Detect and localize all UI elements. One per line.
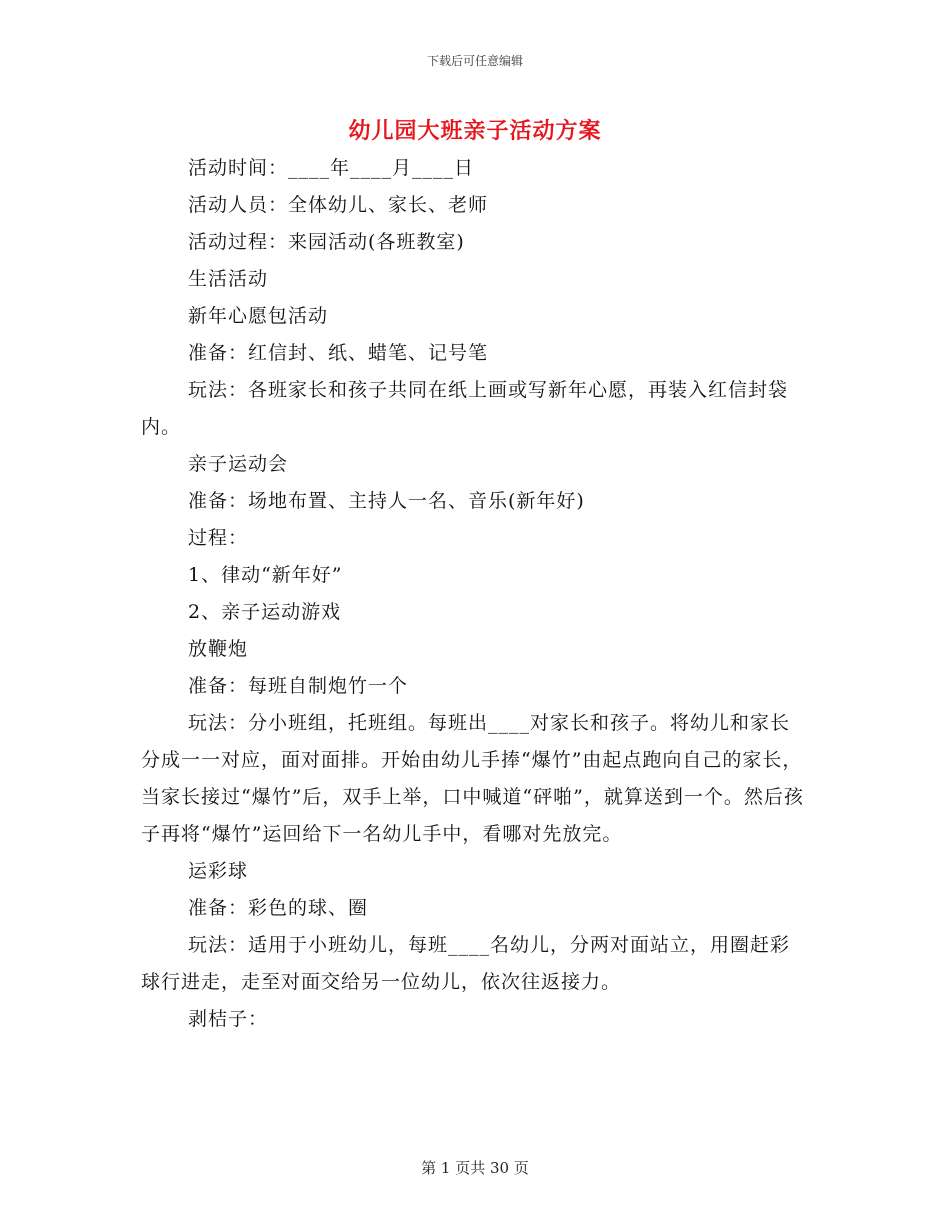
paragraph-wish-bag-rules: 玩法：各班家长和孩子共同在纸上画或写新年心愿，再装入红信封袋内。: [141, 379, 789, 438]
paragraph-step-2: 2、亲子运动游戏: [188, 601, 342, 623]
paragraph-color-ball-rules: 玩法：适用于小班幼儿，每班____名幼儿，分两对面站立，用圈赶彩球行进走，走至对面交给另一位幼儿，依次往返接力。: [141, 934, 791, 993]
document-title: 幼儿园大班亲子活动方案: [348, 118, 602, 144]
paragraph-step-1: 1、律动“新年好”: [188, 564, 343, 586]
paragraph-wish-bag-prep: 准备：红信封、纸、蜡笔、记号笔: [188, 342, 489, 364]
paragraph-participants: 活动人员：全体幼儿、家长、老师: [188, 194, 489, 216]
paragraph-firecracker-heading: 放鞭炮: [188, 638, 249, 660]
page-number: 第 1 页共 30 页: [421, 1159, 529, 1177]
paragraph-sports-meet-prep: 准备：场地布置、主持人一名、音乐(新年好): [188, 490, 585, 512]
paragraph-process: 活动过程：来园活动(各班教室): [188, 231, 465, 253]
paragraph-color-ball-prep: 准备：彩色的球、圈: [188, 897, 369, 919]
paragraph-firecracker-rules: 玩法：分小班组，托班组。每班出____对家长和孩子。将幼儿和家长分成一一对应，面对面排。开始由幼儿手捧“爆竹”由起点跑向自己的家长，当家长接过“爆竹”后，双手上举，口中喊道“砰啪”，就算送到一个。然后孩子再将“爆竹”运回给下一名幼儿手中，看哪对先放完。: [141, 712, 804, 845]
paragraph-firecracker-prep: 准备：每班自制炮竹一个: [188, 675, 409, 697]
paragraph-wish-bag-heading: 新年心愿包活动: [188, 305, 329, 327]
paragraph-sports-meet-heading: 亲子运动会: [188, 453, 289, 475]
paragraph-color-ball-heading: 运彩球: [188, 860, 249, 882]
paragraph-procedure-label: 过程：: [188, 527, 249, 549]
header-note: 下载后可任意编辑: [426, 54, 523, 68]
paragraph-life-activity: 生活活动: [188, 268, 269, 290]
paragraph-peel-orange-heading: 剥桔子：: [188, 1008, 269, 1030]
paragraph-activity-time: 活动时间：____年____月____日: [188, 157, 475, 179]
document-body: [141, 150, 806, 1038]
